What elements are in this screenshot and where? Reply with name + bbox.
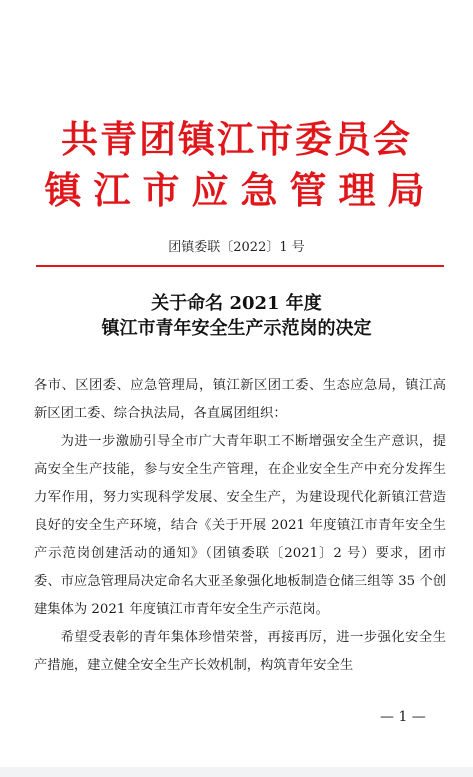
body-paragraph-2: 希望受表彰的青年集体珍惜荣誉，再接再厉，进一步强化安全生产措施，建立健全安全生产长效机制，构筑青年安全生: [34, 630, 446, 673]
body-paragraph-1: 为进一步激励引导全市广大青年职工不断增强安全生产意识，提高安全生产技能，参与安全生产管理，在企业安全生产中充分发挥生力军作用，努力实现科学发展、安全生产，为建设现代化新镇江营造良好的安全生产环境，结合《关于开展 2021 年度镇江市青年安全生产示范岗创建活动的通知》（团镇委联〔2021〕2 号）要求，团市委、市应急管理局决定命名大亚圣象强化地板制造仓储三组等 35 个创建集体为 2021 年度镇江市青年安全生产示范岗。: [34, 434, 446, 617]
page-bottom-strip: [0, 767, 473, 777]
recipients-paragraph: 各市、区团委、应急管理局，镇江新区团工委、生态应急局，镇江高新区团工委、综合执法局，各直属团组织：: [34, 378, 446, 421]
document-title-line-2: 镇江市青年安全生产示范岗的决定: [101, 318, 372, 339]
red-separator-line: [36, 265, 444, 267]
page-number: — 1 —: [380, 709, 426, 725]
issuer-line-emergency-bureau: 镇江市应急管理局: [44, 168, 437, 212]
issuer-line-youth-league: 共青团镇江市委员会: [61, 117, 412, 161]
document-body: [34, 372, 446, 680]
document-number: 团镇委联〔2022〕1 号: [168, 240, 305, 255]
document-title-line-1: 关于命名 2021 年度: [151, 293, 322, 314]
